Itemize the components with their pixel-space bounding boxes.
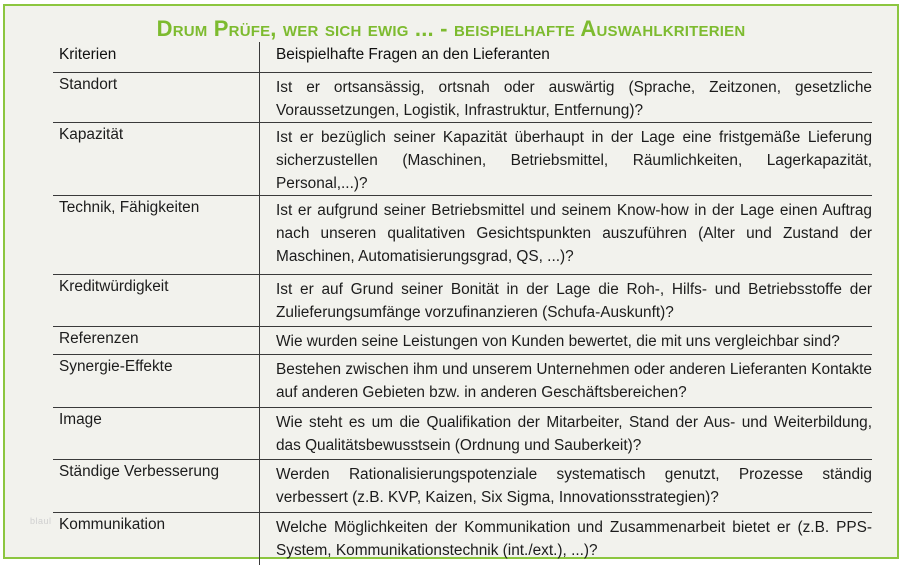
criterion-cell: Standort — [59, 76, 118, 93]
table-row — [53, 460, 872, 513]
question-cell: Wie steht es um die Qualifikation der Mitarbeiter, Stand der Aus- und Weiterbildung, das Qualitätsbewusstsein (Ordnung und Sauberkeit)? — [260, 408, 873, 460]
table-row — [53, 327, 872, 355]
question-cell: Ist er ortsansässig, ortsnah oder auswärtig (Sprache, Zeitzonen, gesetzliche Voraussetzungen, Logistik, Infrastruktur, Entfernung)? — [260, 73, 873, 123]
header-criterion: Kriterien — [59, 46, 117, 63]
criterion-cell: Ständige Verbesserung — [59, 463, 220, 480]
table-header-row — [53, 42, 872, 73]
header-questions: Beispielhafte Fragen an den Lieferanten — [260, 42, 873, 73]
criterion-cell: Image — [59, 411, 102, 428]
table-row — [53, 355, 872, 408]
question-cell: Welche Möglichkeiten der Kommunikation und Zusammenarbeit bietet er (z.B. PPS-System, Kommunikationstechnik (int./ext.), ...)? — [260, 513, 873, 565]
criterion-cell: Kreditwürdigkeit — [59, 278, 169, 295]
criteria-table — [53, 42, 872, 565]
question-cell: Wie wurden seine Leistungen von Kunden bewertet, die mit uns vergleichbar sind? — [260, 327, 873, 355]
question-cell: Ist er aufgrund seiner Betriebsmittel und seinem Know-how in der Lage einen Auftrag nach unseren qualitativen Gesichtspunkten auszuführen (Alter und Zustand der Maschinen, Automatisierungsgrad, QS, ...)? — [260, 196, 873, 275]
criterion-cell: Kapazität — [59, 126, 124, 143]
table-row — [53, 408, 872, 460]
question-cell: Ist er bezüglich seiner Kapazität überhaupt in der Lage eine fristgemäße Lieferung sicherzustellen (Maschinen, Betriebsmittel, Räumlichkeiten, Lagerkapazität, Personal,...)? — [260, 123, 873, 196]
figure-frame — [3, 4, 899, 559]
figure-title: Drum Prüfe, wer sich ewig ... - beispielhafte Auswahlkriterien — [156, 16, 746, 41]
table-row — [53, 73, 872, 123]
question-cell: Ist er auf Grund seiner Bonität in der Lage die Roh-, Hilfs- und Betriebsstoffe der Zulieferungsumfänge vorzufinanzieren (Schufa-Auskunft)? — [260, 275, 873, 327]
table-row — [53, 123, 872, 196]
criterion-cell: Technik, Fähigkeiten — [59, 199, 200, 216]
question-cell: Werden Rationalisierungspotenziale systematisch genutzt, Prozesse ständig verbessert (z.B. KVP, Kaizen, Six Sigma, Innovationsstrategien)? — [260, 460, 873, 513]
criterion-cell: Synergie-Effekte — [59, 358, 173, 375]
question-cell: Bestehen zwischen ihm und unserem Unternehmen oder anderen Lieferanten Kontakte auf anderen Gebieten bzw. in anderen Geschäftsbereichen? — [260, 355, 873, 408]
table-row — [53, 275, 872, 327]
criterion-cell: Kommunikation — [59, 516, 166, 533]
watermark: blaul — [30, 516, 52, 526]
criterion-cell: Referenzen — [59, 330, 139, 347]
table-row — [53, 196, 872, 275]
table-row — [53, 513, 872, 565]
